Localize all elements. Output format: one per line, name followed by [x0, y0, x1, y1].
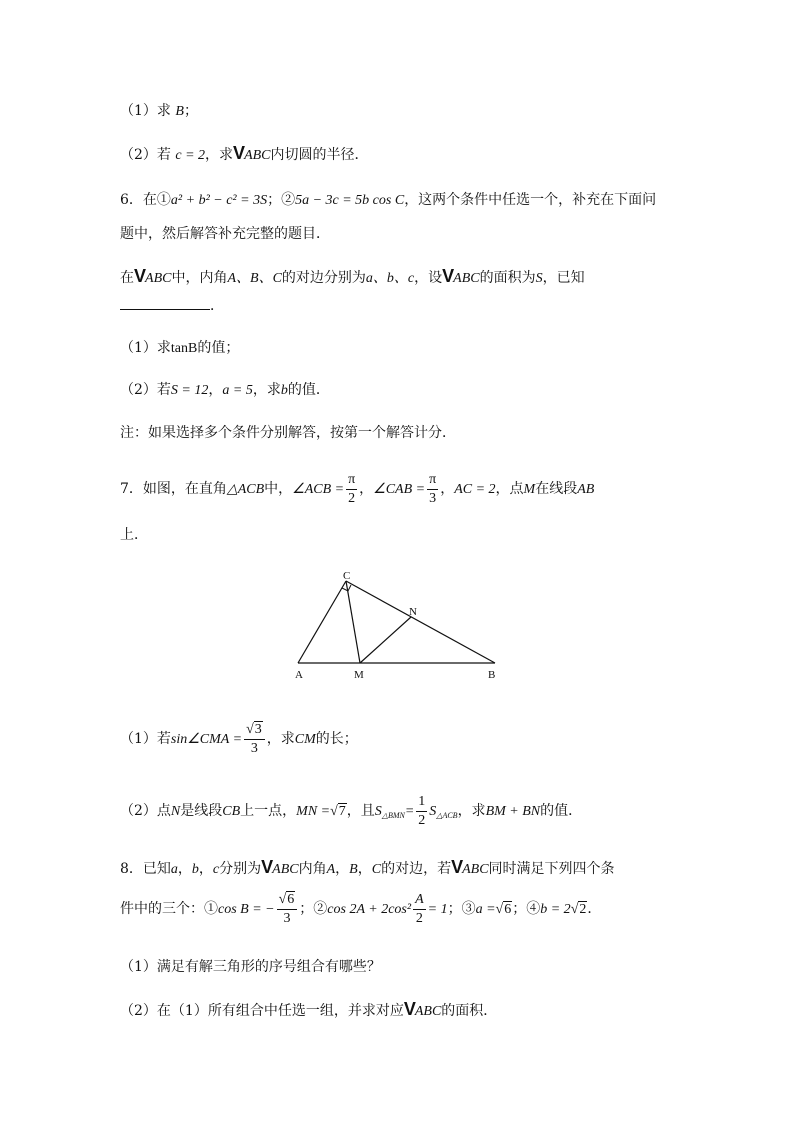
q6-line2: 题中，然后解答补充完整的题目．	[120, 226, 330, 242]
segment-AC	[298, 581, 346, 663]
q6-part2: （2）若S = 12，a = 5，求b的值．	[120, 382, 330, 398]
q7-line1: 7．如图，在直角△ACB中，∠ACB = $\frac{\pi}{2}$ ，∠CAB = $\frac{\pi}{3}$ ，AC = 2，点M在线段AB	[120, 471, 595, 506]
q7-part1: （1）若sin∠CMA = $\frac{√3}{3}$ ，求CM的长；	[120, 721, 358, 756]
q6-blank-line: ．	[120, 296, 224, 316]
q7-part2: （2）点N是线段CB上一点，MN =√7，且$S_{\triangle BMN}=$ $\frac{1}{2}$ $S_{\triangle ACB}$，求BM + BN的值．	[120, 793, 583, 828]
triangle-figure	[290, 565, 510, 685]
q8-part1: （1）满足有解三角形的序号组合有哪些？	[120, 959, 381, 975]
segment-CB	[346, 581, 495, 663]
q5-part2: （2）若 c = 2，求VABC内切圆的半径．	[120, 143, 369, 163]
q8-line2: 件中的三个：①cos B = − $\frac{√6}{3}$ ；②cos 2A + 2cos² $\frac{A}{2}$ = 1；③a =√6；④b = 2√2．	[120, 891, 602, 926]
label-A: A	[295, 669, 303, 681]
q6-part1: （1）求tanB的值；	[120, 340, 240, 356]
q8-part2: （2）在（1）所有组合中任选一组，并求对应VABC的面积．	[120, 999, 498, 1019]
q7-line2: 上．	[120, 527, 148, 543]
q6-stem: 在VABC中，内角A、B、C的对边分别为a、b、c，设VABC的面积为S，已知	[120, 266, 585, 286]
q6-note: 注：如果选择多个条件分别解答，按第一个解答计分．	[120, 425, 456, 441]
answer-blank	[120, 297, 210, 310]
q5-part1: （1）求 B；	[120, 103, 198, 119]
segment-MN	[360, 617, 411, 663]
label-M: M	[354, 669, 364, 681]
q6-line1: 6．在①a² + b² − c² = 3S；②5a − 3c = 5b cos C，这两个条件中任选一个，补充在下面问	[120, 192, 657, 208]
label-B: B	[488, 669, 496, 681]
segment-CM	[346, 581, 360, 663]
label-C: C	[343, 570, 351, 582]
q8-line1: 8．已知a，b，c分别为VABC内角A，B，C的对边，若VABC同时满足下列四个条	[120, 857, 615, 877]
label-N: N	[409, 606, 417, 618]
